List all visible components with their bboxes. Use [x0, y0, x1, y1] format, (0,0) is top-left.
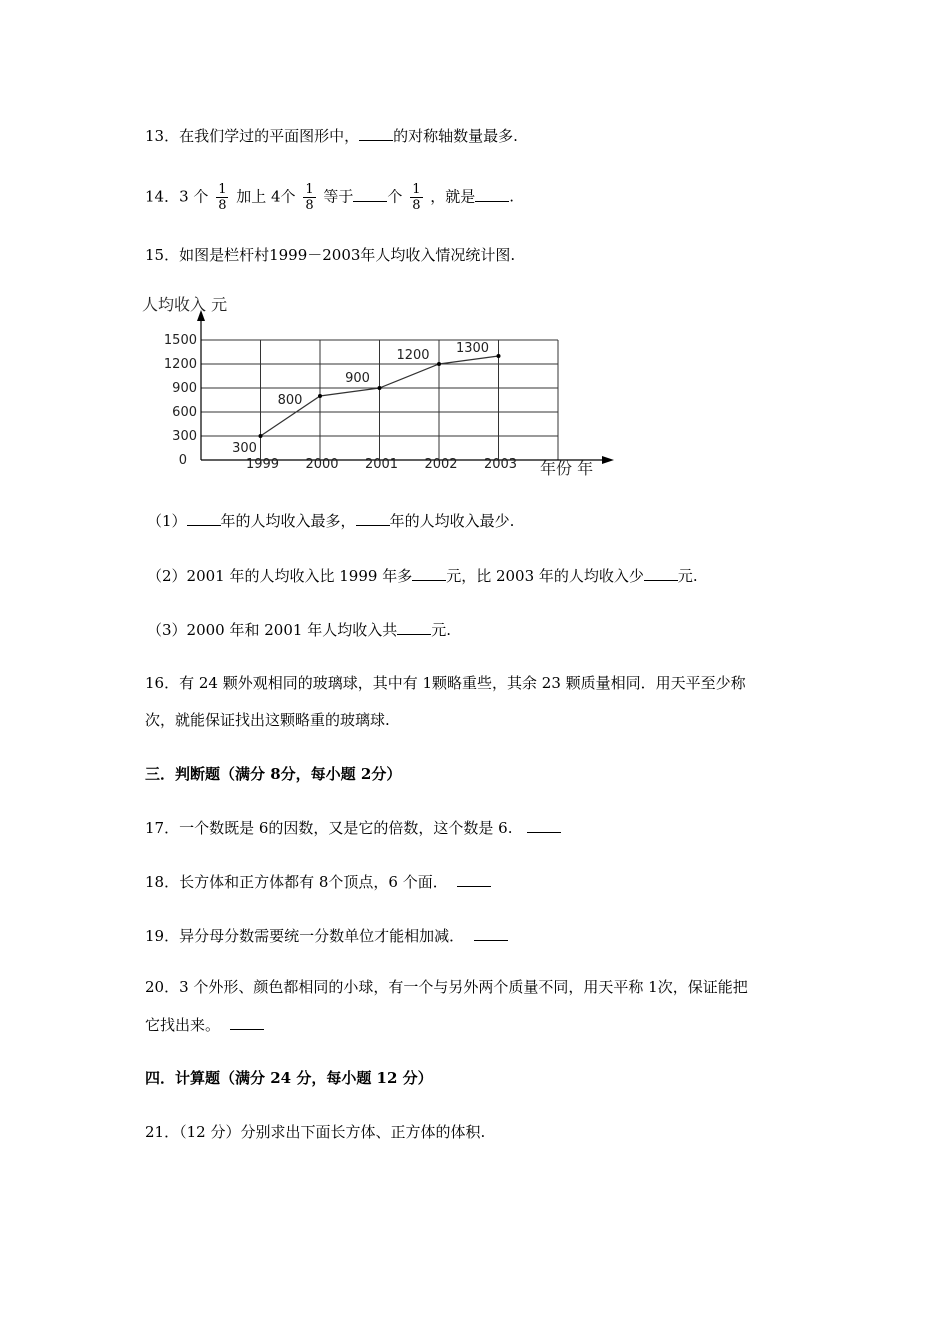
- answer-blank[interactable]: [457, 872, 491, 887]
- question-15-3: （3）2000 年和 2001 年人均收入共 元.: [147, 621, 451, 639]
- x-tick-label: 1999: [245, 457, 280, 472]
- x-tick-label: 2003: [483, 457, 518, 472]
- answer-blank[interactable]: [230, 1015, 264, 1030]
- data-label: 800: [277, 393, 303, 408]
- y-tick-label: 0: [178, 453, 187, 468]
- data-point: [378, 386, 382, 390]
- income-line-chart: [140, 290, 620, 480]
- question-14: 14．3 个 $\frac{1}{8}$ 加上 4个 $\frac{1}{8}$ 等于 个 $\frac{1}{8}$ ，就是 .: [145, 182, 515, 213]
- fraction-one-eighth: $\frac{1}{8}$: [412, 182, 421, 213]
- question-15: 15．如图是栏杆村1999－2003年人均收入情况统计图.: [145, 246, 516, 264]
- answer-blank[interactable]: [356, 511, 390, 526]
- chart-series: [232, 341, 500, 456]
- answer-blank[interactable]: [644, 566, 678, 581]
- section-3-heading: 三．判断题（满分 8分，每小题 2分）: [145, 765, 402, 783]
- answer-blank[interactable]: [353, 187, 387, 202]
- x-axis-arrow: [602, 456, 614, 464]
- y-tick-label: 1200: [163, 357, 197, 372]
- data-point: [497, 354, 501, 358]
- question-20-line1: 20．3 个外形、颜色都相同的小球，有一个与另外两个质量不同，用天平称 1次，保证能把: [145, 978, 748, 996]
- fraction-one-eighth: $\frac{1}{8}$: [305, 182, 314, 213]
- x-tick-label: 2001: [364, 457, 399, 472]
- data-point: [259, 434, 263, 438]
- chart-axes: [197, 310, 614, 464]
- x-tick-label: 2000: [305, 457, 339, 472]
- question-13: 13．在我们学过的平面图形中， 的对称轴数量最多.: [145, 127, 518, 145]
- fraction-one-eighth: $\frac{1}{8}$: [218, 182, 227, 213]
- question-16-line2: 次，就能保证找出这颗略重的玻璃球.: [145, 711, 390, 729]
- data-label: 1200: [396, 348, 430, 363]
- answer-blank[interactable]: [397, 620, 431, 635]
- question-20-line2: 它找出来。: [145, 1015, 264, 1035]
- x-axis-label: 年份 年: [540, 459, 594, 478]
- y-tick-label: 300: [172, 429, 197, 444]
- data-point: [318, 394, 322, 398]
- y-tick-label: 600: [172, 405, 197, 420]
- section-4-heading: 四．计算题（满分 24 分，每小题 12 分）: [145, 1069, 433, 1087]
- y-tick-label: 900: [172, 381, 197, 396]
- answer-blank[interactable]: [475, 187, 509, 202]
- answer-blank[interactable]: [474, 926, 508, 941]
- answer-blank[interactable]: [187, 511, 221, 526]
- answer-blank[interactable]: [359, 126, 393, 141]
- question-16-line1: 16．有 24 颗外观相同的玻璃球，其中有 1颗略重些，其余 23 颗质量相同．用天平至少称: [145, 674, 746, 692]
- y-tick-label: 1500: [163, 333, 197, 348]
- data-label: 300: [232, 441, 257, 456]
- data-label: 1300: [455, 341, 490, 356]
- x-tick-label: 2002: [424, 457, 458, 472]
- data-point: [437, 362, 441, 366]
- y-axis-label: 人均收入 元: [142, 295, 228, 314]
- question-21: 21．（12 分）分别求出下面长方体、正方体的体积.: [145, 1123, 486, 1141]
- question-17: 17．一个数既是 6的因数，又是它的倍数，这个数是 6.: [145, 818, 561, 838]
- data-label: 900: [345, 371, 370, 386]
- question-15-1: （1） 年的人均收入最多， 年的人均收入最少.: [147, 512, 515, 530]
- question-19: 19．异分母分数需要统一分数单位才能相加减．: [145, 926, 508, 946]
- question-15-2: （2）2001 年的人均收入比 1999 年多 元，比 2003 年的人均收入少 元.: [147, 567, 698, 585]
- answer-blank[interactable]: [527, 818, 561, 833]
- question-18: 18．长方体和正方体都有 8个顶点，6 个面．: [145, 872, 491, 892]
- answer-blank[interactable]: [412, 566, 446, 581]
